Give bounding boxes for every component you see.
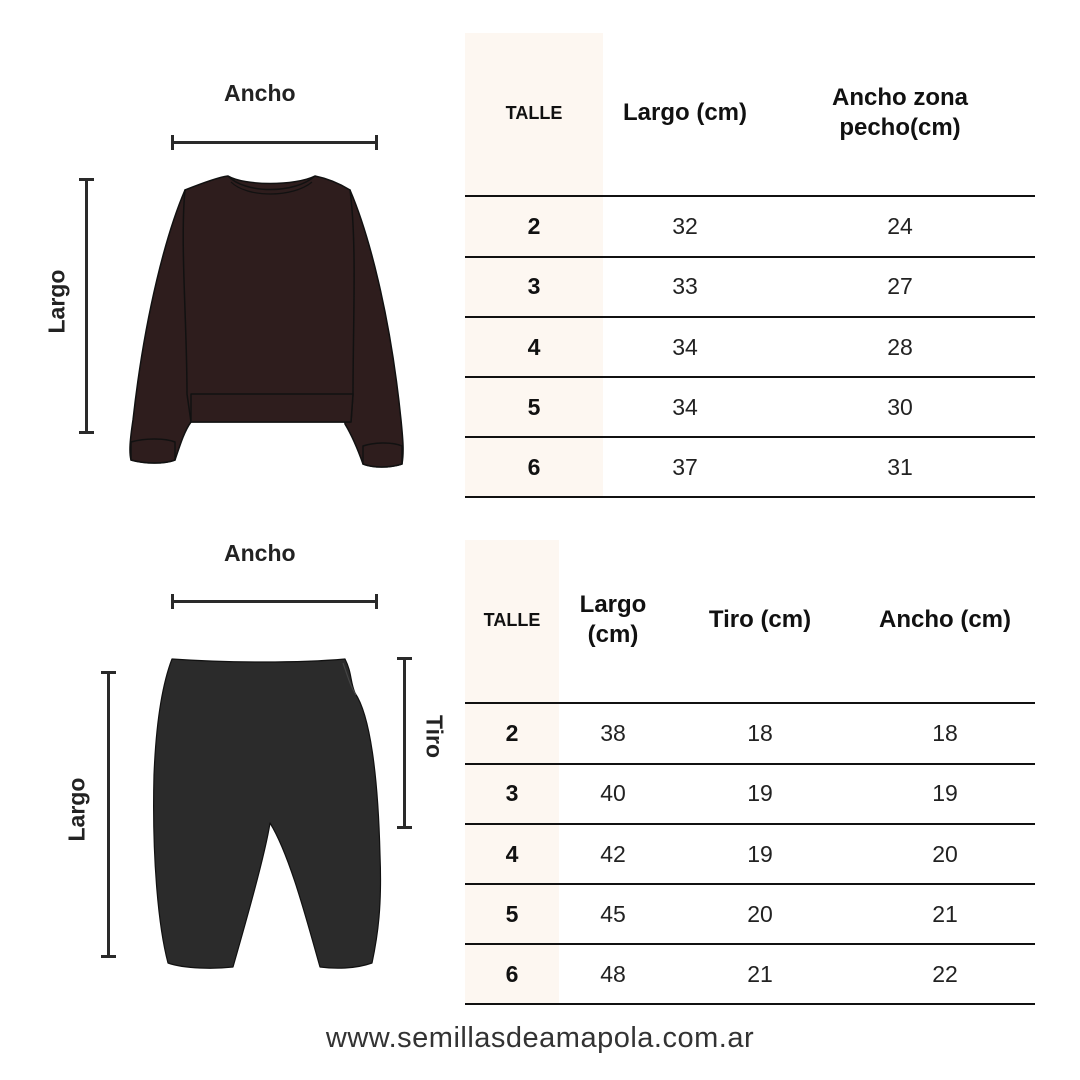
table-cell-talle: 3 bbox=[527, 273, 541, 299]
table-cell-talle: 6 bbox=[527, 454, 541, 480]
table-cell: 48 bbox=[600, 961, 626, 987]
table-cell: 37 bbox=[672, 454, 698, 480]
sweatshirt-width-bar bbox=[171, 141, 378, 144]
table-cell: 21 bbox=[747, 961, 773, 987]
pants-width-label: Ancho bbox=[224, 540, 296, 566]
header-talle: TALLE bbox=[483, 609, 541, 630]
pants-width-bar bbox=[171, 600, 378, 603]
pants-icon bbox=[150, 655, 385, 973]
bottom-size-table bbox=[465, 540, 1035, 1008]
table-cell: 19 bbox=[747, 780, 773, 806]
table-cell: 42 bbox=[600, 841, 626, 867]
table-cell: 28 bbox=[887, 334, 913, 360]
table-cell-talle: 4 bbox=[505, 841, 519, 867]
header-ancho-pecho: Ancho zona pecho(cm) bbox=[832, 84, 968, 141]
pants-rise-label: Tiro bbox=[421, 714, 448, 759]
header-ancho: Ancho (cm) bbox=[879, 606, 1011, 633]
table-cell-talle: 3 bbox=[505, 780, 519, 806]
table-cell-talle: 2 bbox=[527, 213, 541, 239]
header-largo: Largo (cm) bbox=[579, 591, 647, 648]
sweatshirt-length-label: Largo bbox=[43, 269, 70, 334]
table-cell: 24 bbox=[887, 213, 913, 239]
header-talle: TALLE bbox=[505, 102, 563, 123]
sweatshirt-icon bbox=[125, 172, 410, 474]
header-tiro: Tiro (cm) bbox=[708, 606, 812, 633]
table-cell: 31 bbox=[887, 454, 913, 480]
table-cell-talle: 5 bbox=[527, 394, 541, 420]
pants-length-bar bbox=[107, 671, 110, 958]
website-url[interactable]: www.semillasdeamapola.com.ar bbox=[325, 1022, 755, 1054]
table-cell-talle: 5 bbox=[505, 901, 519, 927]
table-cell-talle: 6 bbox=[505, 961, 519, 987]
pants-length-label: Largo bbox=[63, 777, 90, 842]
table-cell: 27 bbox=[887, 273, 913, 299]
pants-rise-bar bbox=[403, 657, 406, 829]
header-largo: Largo (cm) bbox=[622, 99, 747, 126]
table-cell: 34 bbox=[672, 334, 698, 360]
table-cell: 34 bbox=[672, 394, 698, 420]
sweatshirt-width-label: Ancho bbox=[224, 80, 296, 106]
table-cell: 40 bbox=[600, 780, 626, 806]
table-cell: 22 bbox=[932, 961, 958, 987]
top-size-table bbox=[465, 33, 1035, 501]
table-cell-talle: 2 bbox=[505, 720, 519, 746]
table-cell: 20 bbox=[747, 901, 773, 927]
table-cell: 38 bbox=[600, 720, 626, 746]
table-cell: 45 bbox=[600, 901, 626, 927]
sweatshirt-length-bar bbox=[85, 178, 88, 434]
table-cell: 18 bbox=[747, 720, 773, 746]
table-cell: 19 bbox=[747, 841, 773, 867]
table-cell: 19 bbox=[932, 780, 958, 806]
table-cell: 33 bbox=[672, 273, 698, 299]
table-cell: 21 bbox=[932, 901, 958, 927]
table-cell: 30 bbox=[887, 394, 913, 420]
table-cell: 32 bbox=[672, 213, 698, 239]
table-cell-talle: 4 bbox=[527, 334, 541, 360]
table-cell: 20 bbox=[932, 841, 958, 867]
table-cell: 18 bbox=[932, 720, 958, 746]
